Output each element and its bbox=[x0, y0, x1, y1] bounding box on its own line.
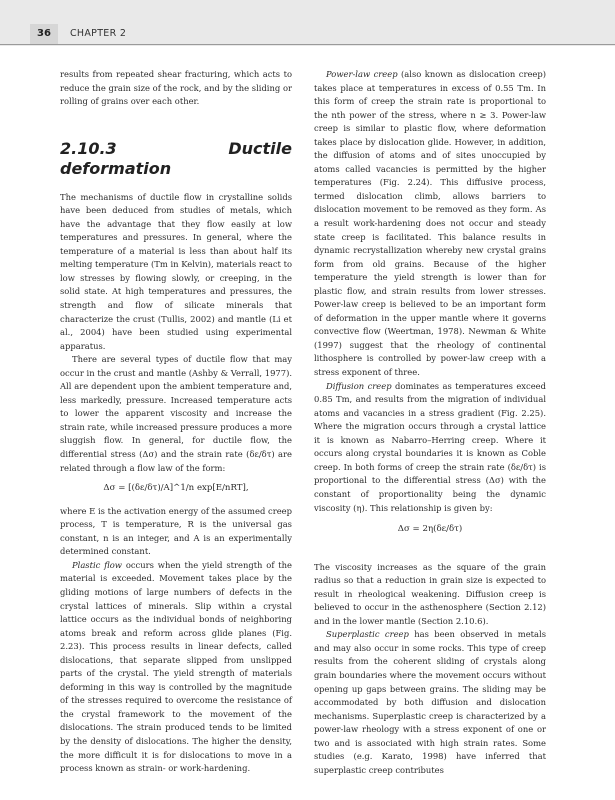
paragraph-diffusion-creep bbox=[314, 380, 546, 515]
superplastic-creep-text: has been observed in metals and may also occur in some rocks. This type of creep results from the coherent sliding of crystals along grain boundaries where the movement occurs without opening up gaps between grains. The sliding may be accommodated by both diffusion and dislocation mechanisms. Superplastic creep is characterized by a power-law rheology with a stress exponent of one or two and is associated with high strain rates. Some studies (e.g. Karato, 1998) have inferred that superplastic creep contributes bbox=[314, 629, 546, 775]
equation-flow-law: Δσ = [(δε/δτ)/A]^1/n exp[E/nRT], bbox=[103, 483, 249, 494]
paragraph-viscosity: The viscosity increases as the square of the grain radius so that a reduction in grain size is expected to result in rheological weakening. Diffusion creep is believed to occur in the asthenosphere (Section 2.12) and in the lower mantle (Section 2.10.6). bbox=[314, 561, 546, 626]
plastic-flow-text: occurs when the yield strength of the material is exceeded. Movement takes place by the gliding motions of large numbers of defects in the crystal lattices of minerals. Slip within a crystal lattice occurs as the individual bonds of neighboring atoms break and reform across glide planes (Fig. 2.23). This process results in linear defects, called dislocations, that separate slipped from unslipped parts of the crystal. The yield strength of materials deforming in this way is controlled by the magnitude of the stresses required to overcome the resistance of the crystal framework to the movement of the dislocations. The strain produced tends to be limited by the density of dislocations. The higher the density, the more difficult it is for dislocations to move in a process known as strain- or work-hardening. bbox=[60, 559, 292, 774]
header-rule bbox=[0, 44, 615, 45]
paragraph-ductile-types: There are several types of ductile flow that may occur in the crust and mantle (Ashby & Verrall, 1977). All are dependent upon the ambient temperature and, less markedly, pressure. Increased temperature acts to lower the apparent viscosity and increase the strain rate, while increased pressure produces a more sluggish flow. In general, for ductile flow, the differential stress (Δσ) and the strain rate (δε/δτ) are related through a flow law of the form: bbox=[60, 354, 292, 473]
right-column bbox=[314, 68, 546, 777]
page-number: 36 bbox=[30, 24, 58, 44]
paragraph-superplastic-creep bbox=[314, 628, 546, 777]
chapter-label: CHAPTER 2 bbox=[70, 28, 127, 39]
paragraph-power-law-creep bbox=[314, 68, 546, 380]
paragraph-ductile-mechanisms: The mechanisms of ductile flow in crystalline solids have been deduced from studies of metals, which have the advantage that they flow easily at low temperatures and pressures. In general, where the temperature of a material is less than about half its melting temperature (Tm in Kelvin), materials react to low stresses by flowing slowly, or creeping, in the solid state. At high temperatures and pressures, the strength and flow of silicate minerals that characterize the crust (Tullis, 2002) and mantle (Li et al., 2004) have been studied using experimental apparatus. bbox=[60, 191, 292, 351]
diffusion-creep-text: dominates as temperatures exceed 0.85 Tm, and results from the migration of individual atoms and vacancies in a stress gradient (Fig. 2.25). Where the migration occurs through a crystal lattice it is known as Nabarro–Herring creep. Where it occurs along crystal boundaries it is known as Coble creep. In both forms of creep the strain rate (δε/δτ) is proportional to the differential stress (Δσ) with the constant of proportionality being the dynamic viscosity (η). This relationship is given by: bbox=[314, 380, 546, 513]
paragraph-plastic-flow bbox=[60, 559, 292, 776]
term-superplastic-creep: Superplastic creep bbox=[326, 629, 409, 640]
page-header bbox=[0, 0, 615, 46]
term-diffusion-creep: Diffusion creep bbox=[326, 380, 392, 391]
term-plastic-flow: Plastic flow bbox=[72, 559, 122, 570]
power-law-creep-text: (also known as dislocation creep) takes place at temperatures in excess of 0.55 Tm. In this form of creep the strain rate is proportional to the nth power of the stress, where n ≥ 3. Power-law creep is similar to plastic flow, where deformation takes place by dislocation glide. However, in addition, the diffusion of atoms and of sites unoccupied by atoms called vacancies is permitted by the higher temperatures (Fig. 2.24). This diffusive process, termed dislocation climb, allows barriers to dislocation movement to be removed as they form. As a result work-hardening does not occur and steady state creep is facilitated. This balance results in dynamic recrystallization whereby new crystal grains form from old grains. Because of the higher temperature the yield strength is lower than for plastic flow, and strain results from lower stresses. Power-law creep is believed to be an important form of deformation in the upper mantle where it governs convective flow (Weertman, 1978). Newman & White (1997) suggest that the rheology of continental lithosphere is controlled by power-law creep with a stress exponent of three. bbox=[314, 69, 546, 378]
paragraph-flow-law-terms: where E is the activation energy of the assumed creep process, T is temperature, R is the universal gas constant, n is an integer, and A is an experimentally determined constant. bbox=[60, 505, 292, 557]
equation-viscosity: Δσ = 2η(δε/δτ) bbox=[397, 524, 463, 535]
intro-paragraph: results from repeated shear fracturing, which acts to reduce the grain size of the rock, and by the sliding or rolling of grains over each other. bbox=[60, 69, 292, 107]
left-column bbox=[60, 68, 292, 776]
term-power-law-creep: Power-law creep bbox=[326, 69, 398, 79]
section-heading: 2.10.3 Ductile deformation bbox=[60, 138, 292, 178]
